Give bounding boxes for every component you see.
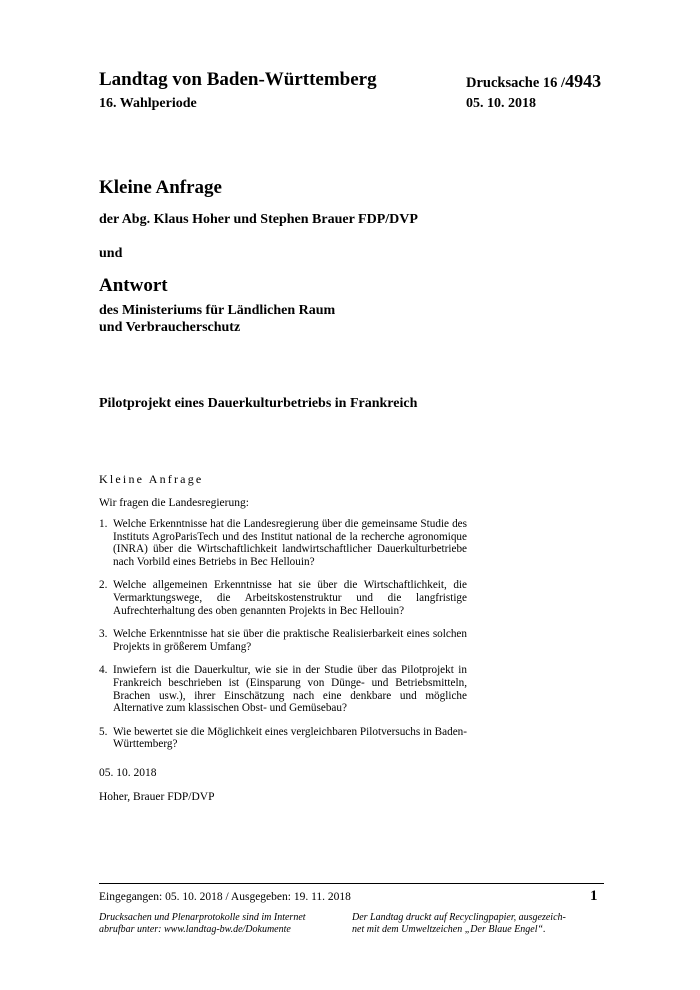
footer-recycling-note <box>352 912 602 936</box>
signature-names: Hoher, Brauer FDP/DVP <box>99 791 215 803</box>
page-number: 1 <box>590 888 598 904</box>
anfrage-authors: der Abg. Klaus Hoher und Stephen Brauer FDP/DVP <box>99 212 418 227</box>
received-issued-dates: Eingegangen: 05. 10. 2018 / Ausgegeben: 19. 11. 2018 <box>99 891 351 903</box>
anfrage-heading: Kleine Anfrage <box>99 177 222 198</box>
connector-und: und <box>99 246 123 261</box>
parliament-title: Landtag von Baden-Württemberg <box>99 69 377 90</box>
question-text: Welche allgemeinen Erkenntnisse hat sie über die Wirtschaftlichkeit, die Vermarktungswege, die Arbeitskostenstruktur und die langfristige Aufrechterhaltung des oben genannten Projekts in Bec Hellouin? <box>113 579 467 617</box>
drucksache-label <box>466 71 601 92</box>
question-number: 2. <box>99 579 108 592</box>
footer-left-line-2: abrufbar unter: www.landtag-bw.de/Dokumente <box>99 924 291 935</box>
footer-left-line-1: Drucksachen und Plenarprotokolle sind im Internet <box>99 912 306 923</box>
document-date: 05. 10. 2018 <box>466 96 536 111</box>
footer-right-line-1: Der Landtag druckt auf Recyclingpapier, ausgezeich- <box>352 912 566 923</box>
footer-right-line-2: net mit dem Umweltzeichen „Der Blaue Engel“. <box>352 924 546 935</box>
question-text: Welche Erkenntnisse hat die Landesregierung über die gemeinsame Studie des Instituts AgroParisTech und des Institut national de la recherche agronomique (INRA) über die Wirtschaftlichkeit landwirtschaftlicher Dauerkulturbetriebe nach Vorbild eines Betriebs in Bec Hellouin? <box>113 518 467 568</box>
question-text: Welche Erkenntnisse hat sie über die praktische Realisierbarkeit eines solchen Projekts in größerem Umfang? <box>113 628 467 653</box>
footer-internet-note <box>99 912 339 936</box>
drucksache-number: 4943 <box>565 71 602 91</box>
question-text: Inwiefern ist die Dauerkultur, wie sie in der Studie über das Pilotprojekt in Frankreich beschrieben ist (Einsparung von Dünge- und Betriebsmitteln, Brachen usw.), ihrer Einschätzung nach eine denkbare und mögliche Alternative zum klassischen Obst- und Gemüsebau? <box>113 664 467 715</box>
question-item <box>99 628 467 653</box>
intro-text: Wir fragen die Landesregierung: <box>99 497 249 509</box>
ministry-line-2: und Verbraucherschutz <box>99 320 241 335</box>
question-item <box>99 726 467 751</box>
question-item <box>99 664 467 714</box>
question-number: 5. <box>99 725 108 738</box>
question-number: 1. <box>99 518 108 530</box>
signature-date: 05. 10. 2018 <box>99 767 157 779</box>
question-list <box>99 518 467 762</box>
antwort-heading: Antwort <box>99 275 168 296</box>
question-item <box>99 518 467 568</box>
legislative-period: 16. Wahlperiode <box>99 96 197 111</box>
question-text: Wie bewertet sie die Möglichkeit eines vergleichbaren Pilotversuchs in Baden-Württemberg? <box>113 725 467 751</box>
drucksache-prefix: Drucksache 16 / <box>466 75 566 91</box>
question-item <box>99 579 467 617</box>
question-number: 4. <box>99 664 108 677</box>
footer-divider <box>99 883 604 884</box>
ministry-name <box>99 302 499 336</box>
question-number: 3. <box>99 628 108 641</box>
document-topic: Pilotprojekt eines Dauerkulturbetriebs in Frankreich <box>99 396 418 411</box>
ministry-line-1: des Ministeriums für Ländlichen Raum <box>99 303 336 318</box>
section-label: Kleine Anfrage <box>99 472 204 486</box>
